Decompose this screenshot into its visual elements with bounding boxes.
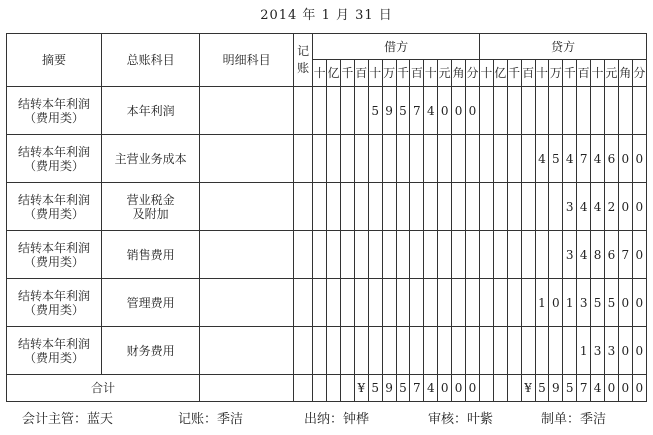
debit-unit-7: 百 bbox=[410, 60, 424, 87]
debit-digit bbox=[396, 231, 410, 279]
header-posted: 记 账 bbox=[294, 34, 313, 87]
credit-digit: 0 bbox=[618, 135, 632, 183]
debit-digit bbox=[368, 231, 382, 279]
credit-unit-11: 分 bbox=[632, 60, 646, 87]
credit-digit: 3 bbox=[591, 327, 605, 375]
credit-digit: 8 bbox=[591, 231, 605, 279]
debit-digit bbox=[313, 135, 327, 183]
credit-digit: 2 bbox=[604, 183, 618, 231]
debit-digit bbox=[354, 135, 368, 183]
credit-unit-8: 十 bbox=[591, 60, 605, 87]
debit-digit: 0 bbox=[452, 87, 466, 135]
credit-digit bbox=[521, 279, 535, 327]
credit-digit bbox=[549, 87, 563, 135]
credit-digit: 4 bbox=[591, 183, 605, 231]
credit-digit bbox=[507, 135, 521, 183]
debit-digit bbox=[410, 183, 424, 231]
debit-digit bbox=[327, 183, 341, 231]
debit-digit bbox=[396, 279, 410, 327]
credit-digit bbox=[507, 327, 521, 375]
debit-digit bbox=[327, 135, 341, 183]
total-debit-digit: 0 bbox=[438, 375, 452, 402]
credit-digit: 5 bbox=[591, 279, 605, 327]
total-sub-account bbox=[200, 375, 294, 402]
total-debit-digit: 7 bbox=[410, 375, 424, 402]
entry-sub-account bbox=[200, 183, 294, 231]
credit-digit bbox=[521, 87, 535, 135]
entry-posted bbox=[294, 135, 313, 183]
credit-digit: 3 bbox=[563, 183, 577, 231]
credit-digit bbox=[591, 87, 605, 135]
credit-digit: 0 bbox=[618, 183, 632, 231]
entry-summary: 结转本年利润 （费用类） bbox=[7, 279, 102, 327]
credit-digit: 0 bbox=[549, 279, 563, 327]
credit-digit bbox=[535, 231, 549, 279]
total-debit-digit: ¥ bbox=[354, 375, 368, 402]
credit-digit bbox=[521, 183, 535, 231]
debit-digit bbox=[424, 135, 438, 183]
debit-digit bbox=[340, 279, 354, 327]
credit-unit-5: 万 bbox=[549, 60, 563, 87]
entry-row bbox=[7, 135, 647, 183]
credit-digit bbox=[604, 87, 618, 135]
debit-unit-5: 万 bbox=[382, 60, 396, 87]
credit-digit: 6 bbox=[604, 231, 618, 279]
debit-digit bbox=[340, 231, 354, 279]
debit-digit bbox=[410, 279, 424, 327]
credit-digit bbox=[493, 135, 507, 183]
debit-digit bbox=[382, 135, 396, 183]
entry-sub-account bbox=[200, 327, 294, 375]
debit-digit bbox=[452, 279, 466, 327]
total-debit-digit: 9 bbox=[382, 375, 396, 402]
credit-digit: 4 bbox=[563, 135, 577, 183]
debit-digit bbox=[382, 327, 396, 375]
debit-digit bbox=[410, 327, 424, 375]
credit-digit bbox=[507, 87, 521, 135]
total-debit-digit: 0 bbox=[452, 375, 466, 402]
total-debit-digit: 4 bbox=[424, 375, 438, 402]
entry-account: 营业税金 及附加 bbox=[102, 183, 200, 231]
credit-digit bbox=[493, 87, 507, 135]
debit-unit-10: 角 bbox=[452, 60, 466, 87]
credit-digit: 6 bbox=[604, 135, 618, 183]
credit-digit bbox=[493, 279, 507, 327]
debit-digit: 5 bbox=[396, 87, 410, 135]
debit-digit bbox=[340, 87, 354, 135]
credit-digit: 5 bbox=[604, 279, 618, 327]
debit-digit: 7 bbox=[410, 87, 424, 135]
footer-reviewer: 审核：叶紫 bbox=[428, 412, 494, 427]
debit-digit bbox=[438, 183, 452, 231]
entry-summary: 结转本年利润 （费用类） bbox=[7, 87, 102, 135]
total-credit-digit: 9 bbox=[549, 375, 563, 402]
total-debit-digit: 5 bbox=[396, 375, 410, 402]
credit-unit-7: 百 bbox=[577, 60, 591, 87]
debit-digit bbox=[368, 183, 382, 231]
voucher-table bbox=[6, 33, 647, 402]
debit-digit bbox=[424, 327, 438, 375]
entry-posted bbox=[294, 231, 313, 279]
debit-digit: 5 bbox=[368, 87, 382, 135]
total-label: 合计 bbox=[7, 375, 200, 402]
debit-unit-8: 十 bbox=[424, 60, 438, 87]
debit-unit-11: 分 bbox=[465, 60, 479, 87]
entry-row bbox=[7, 327, 647, 375]
entry-row bbox=[7, 231, 647, 279]
header-summary: 摘要 bbox=[7, 34, 102, 87]
credit-digit bbox=[507, 231, 521, 279]
entry-sub-account bbox=[200, 231, 294, 279]
debit-digit bbox=[368, 327, 382, 375]
debit-digit bbox=[313, 231, 327, 279]
total-debit-digit bbox=[340, 375, 354, 402]
debit-digit bbox=[396, 327, 410, 375]
debit-unit-1: 亿 bbox=[327, 60, 341, 87]
debit-digit bbox=[340, 327, 354, 375]
entry-posted bbox=[294, 279, 313, 327]
total-debit-digit: 5 bbox=[368, 375, 382, 402]
total-credit-digit: ¥ bbox=[521, 375, 535, 402]
debit-digit bbox=[465, 135, 479, 183]
credit-digit bbox=[521, 231, 535, 279]
debit-digit bbox=[424, 183, 438, 231]
credit-digit: 0 bbox=[632, 327, 646, 375]
debit-digit bbox=[340, 135, 354, 183]
debit-digit bbox=[438, 327, 452, 375]
entry-summary: 结转本年利润 （费用类） bbox=[7, 327, 102, 375]
header-sub-account: 明细科目 bbox=[200, 34, 294, 87]
credit-digit: 4 bbox=[577, 183, 591, 231]
debit-digit bbox=[452, 183, 466, 231]
debit-digit bbox=[327, 279, 341, 327]
total-credit-digit: 0 bbox=[604, 375, 618, 402]
credit-digit: 1 bbox=[563, 279, 577, 327]
total-posted bbox=[294, 375, 313, 402]
credit-digit bbox=[632, 87, 646, 135]
debit-digit bbox=[354, 183, 368, 231]
debit-unit-3: 百 bbox=[354, 60, 368, 87]
entry-account: 本年利润 bbox=[102, 87, 200, 135]
total-credit-digit: 7 bbox=[577, 375, 591, 402]
credit-digit: 7 bbox=[618, 231, 632, 279]
footer-bookkeeper: 记账：季洁 bbox=[178, 412, 244, 427]
credit-digit bbox=[521, 327, 535, 375]
debit-digit bbox=[438, 135, 452, 183]
entry-account: 管理费用 bbox=[102, 279, 200, 327]
credit-unit-9: 元 bbox=[604, 60, 618, 87]
credit-digit: 1 bbox=[535, 279, 549, 327]
entry-summary: 结转本年利润 （费用类） bbox=[7, 231, 102, 279]
credit-digit: 4 bbox=[591, 135, 605, 183]
total-credit-digit: 4 bbox=[591, 375, 605, 402]
entry-account: 主营业务成本 bbox=[102, 135, 200, 183]
debit-digit bbox=[382, 183, 396, 231]
credit-digit bbox=[493, 231, 507, 279]
debit-digit: 4 bbox=[424, 87, 438, 135]
credit-digit bbox=[618, 87, 632, 135]
debit-unit-4: 十 bbox=[368, 60, 382, 87]
credit-digit: 5 bbox=[549, 135, 563, 183]
credit-digit bbox=[563, 87, 577, 135]
credit-digit bbox=[479, 135, 493, 183]
entry-row bbox=[7, 279, 647, 327]
total-debit-digit bbox=[327, 375, 341, 402]
debit-digit bbox=[368, 279, 382, 327]
total-credit-digit: 5 bbox=[563, 375, 577, 402]
credit-digit bbox=[507, 279, 521, 327]
credit-unit-1: 亿 bbox=[493, 60, 507, 87]
debit-digit bbox=[465, 279, 479, 327]
credit-digit bbox=[479, 87, 493, 135]
debit-digit bbox=[327, 231, 341, 279]
credit-digit: 0 bbox=[632, 279, 646, 327]
header-row-top bbox=[7, 34, 647, 60]
credit-unit-10: 角 bbox=[618, 60, 632, 87]
debit-digit bbox=[354, 279, 368, 327]
debit-digit bbox=[396, 183, 410, 231]
debit-digit bbox=[438, 231, 452, 279]
credit-digit: 1 bbox=[577, 327, 591, 375]
debit-digit bbox=[438, 279, 452, 327]
credit-digit bbox=[577, 87, 591, 135]
total-credit-digit bbox=[507, 375, 521, 402]
credit-unit-0: 十 bbox=[479, 60, 493, 87]
debit-digit bbox=[313, 327, 327, 375]
credit-digit bbox=[535, 87, 549, 135]
debit-digit bbox=[452, 135, 466, 183]
total-credit-digit: 0 bbox=[632, 375, 646, 402]
debit-digit bbox=[465, 183, 479, 231]
credit-digit bbox=[549, 327, 563, 375]
debit-digit bbox=[452, 327, 466, 375]
total-credit-digit: 5 bbox=[535, 375, 549, 402]
entry-summary: 结转本年利润 （费用类） bbox=[7, 183, 102, 231]
total-row bbox=[7, 375, 647, 402]
header-debit: 借方 bbox=[313, 34, 480, 60]
debit-digit bbox=[313, 279, 327, 327]
debit-digit bbox=[465, 327, 479, 375]
debit-digit bbox=[368, 135, 382, 183]
entry-row bbox=[7, 183, 647, 231]
header-credit: 贷方 bbox=[479, 34, 646, 60]
debit-digit bbox=[313, 87, 327, 135]
credit-digit bbox=[493, 183, 507, 231]
credit-digit: 0 bbox=[632, 183, 646, 231]
debit-digit bbox=[354, 231, 368, 279]
credit-digit bbox=[479, 327, 493, 375]
debit-digit bbox=[382, 279, 396, 327]
footer-cashier: 出纳：钟桦 bbox=[304, 412, 370, 427]
entry-summary: 结转本年利润 （费用类） bbox=[7, 135, 102, 183]
credit-digit: 4 bbox=[577, 231, 591, 279]
total-debit-digit bbox=[313, 375, 327, 402]
credit-digit: 3 bbox=[577, 279, 591, 327]
debit-digit: 0 bbox=[465, 87, 479, 135]
total-credit-digit bbox=[493, 375, 507, 402]
credit-unit-6: 千 bbox=[563, 60, 577, 87]
debit-digit bbox=[452, 231, 466, 279]
debit-digit bbox=[354, 87, 368, 135]
footer-preparer: 制单：季洁 bbox=[541, 412, 607, 427]
credit-digit bbox=[563, 327, 577, 375]
total-credit-digit bbox=[479, 375, 493, 402]
total-credit-digit: 0 bbox=[618, 375, 632, 402]
credit-digit bbox=[549, 183, 563, 231]
credit-digit: 0 bbox=[618, 279, 632, 327]
debit-unit-2: 千 bbox=[340, 60, 354, 87]
credit-unit-3: 百 bbox=[521, 60, 535, 87]
entry-posted bbox=[294, 87, 313, 135]
debit-digit: 0 bbox=[438, 87, 452, 135]
credit-digit bbox=[479, 183, 493, 231]
entry-posted bbox=[294, 327, 313, 375]
credit-unit-2: 千 bbox=[507, 60, 521, 87]
entry-sub-account bbox=[200, 87, 294, 135]
credit-digit: 0 bbox=[632, 135, 646, 183]
debit-unit-6: 千 bbox=[396, 60, 410, 87]
credit-digit: 3 bbox=[563, 231, 577, 279]
entry-posted bbox=[294, 183, 313, 231]
debit-digit bbox=[424, 279, 438, 327]
debit-digit bbox=[327, 327, 341, 375]
entry-sub-account bbox=[200, 279, 294, 327]
credit-digit: 0 bbox=[632, 231, 646, 279]
voucher-date: 2014 年 1 月 31 日 bbox=[260, 8, 393, 23]
header-account: 总账科目 bbox=[102, 34, 200, 87]
debit-digit bbox=[465, 231, 479, 279]
debit-digit bbox=[410, 231, 424, 279]
debit-digit bbox=[313, 183, 327, 231]
debit-digit bbox=[396, 135, 410, 183]
debit-digit: 9 bbox=[382, 87, 396, 135]
credit-digit bbox=[549, 231, 563, 279]
credit-digit bbox=[521, 135, 535, 183]
debit-digit bbox=[424, 231, 438, 279]
entry-account: 财务费用 bbox=[102, 327, 200, 375]
signature-footer bbox=[0, 408, 653, 428]
total-debit-digit: 0 bbox=[465, 375, 479, 402]
credit-digit bbox=[493, 327, 507, 375]
debit-digit bbox=[354, 327, 368, 375]
credit-digit bbox=[535, 183, 549, 231]
credit-digit bbox=[507, 183, 521, 231]
entry-row bbox=[7, 87, 647, 135]
debit-unit-9: 元 bbox=[438, 60, 452, 87]
entry-account: 销售费用 bbox=[102, 231, 200, 279]
credit-digit: 7 bbox=[577, 135, 591, 183]
credit-digit bbox=[479, 279, 493, 327]
debit-digit bbox=[410, 135, 424, 183]
footer-accounting-supervisor: 会计主管：蓝天 bbox=[22, 412, 114, 427]
credit-digit: 4 bbox=[535, 135, 549, 183]
debit-digit bbox=[340, 183, 354, 231]
credit-unit-4: 十 bbox=[535, 60, 549, 87]
entry-sub-account bbox=[200, 135, 294, 183]
credit-digit bbox=[479, 231, 493, 279]
credit-digit bbox=[535, 327, 549, 375]
debit-digit bbox=[382, 231, 396, 279]
credit-digit: 0 bbox=[618, 327, 632, 375]
debit-digit bbox=[327, 87, 341, 135]
debit-unit-0: 十 bbox=[313, 60, 327, 87]
credit-digit: 3 bbox=[604, 327, 618, 375]
